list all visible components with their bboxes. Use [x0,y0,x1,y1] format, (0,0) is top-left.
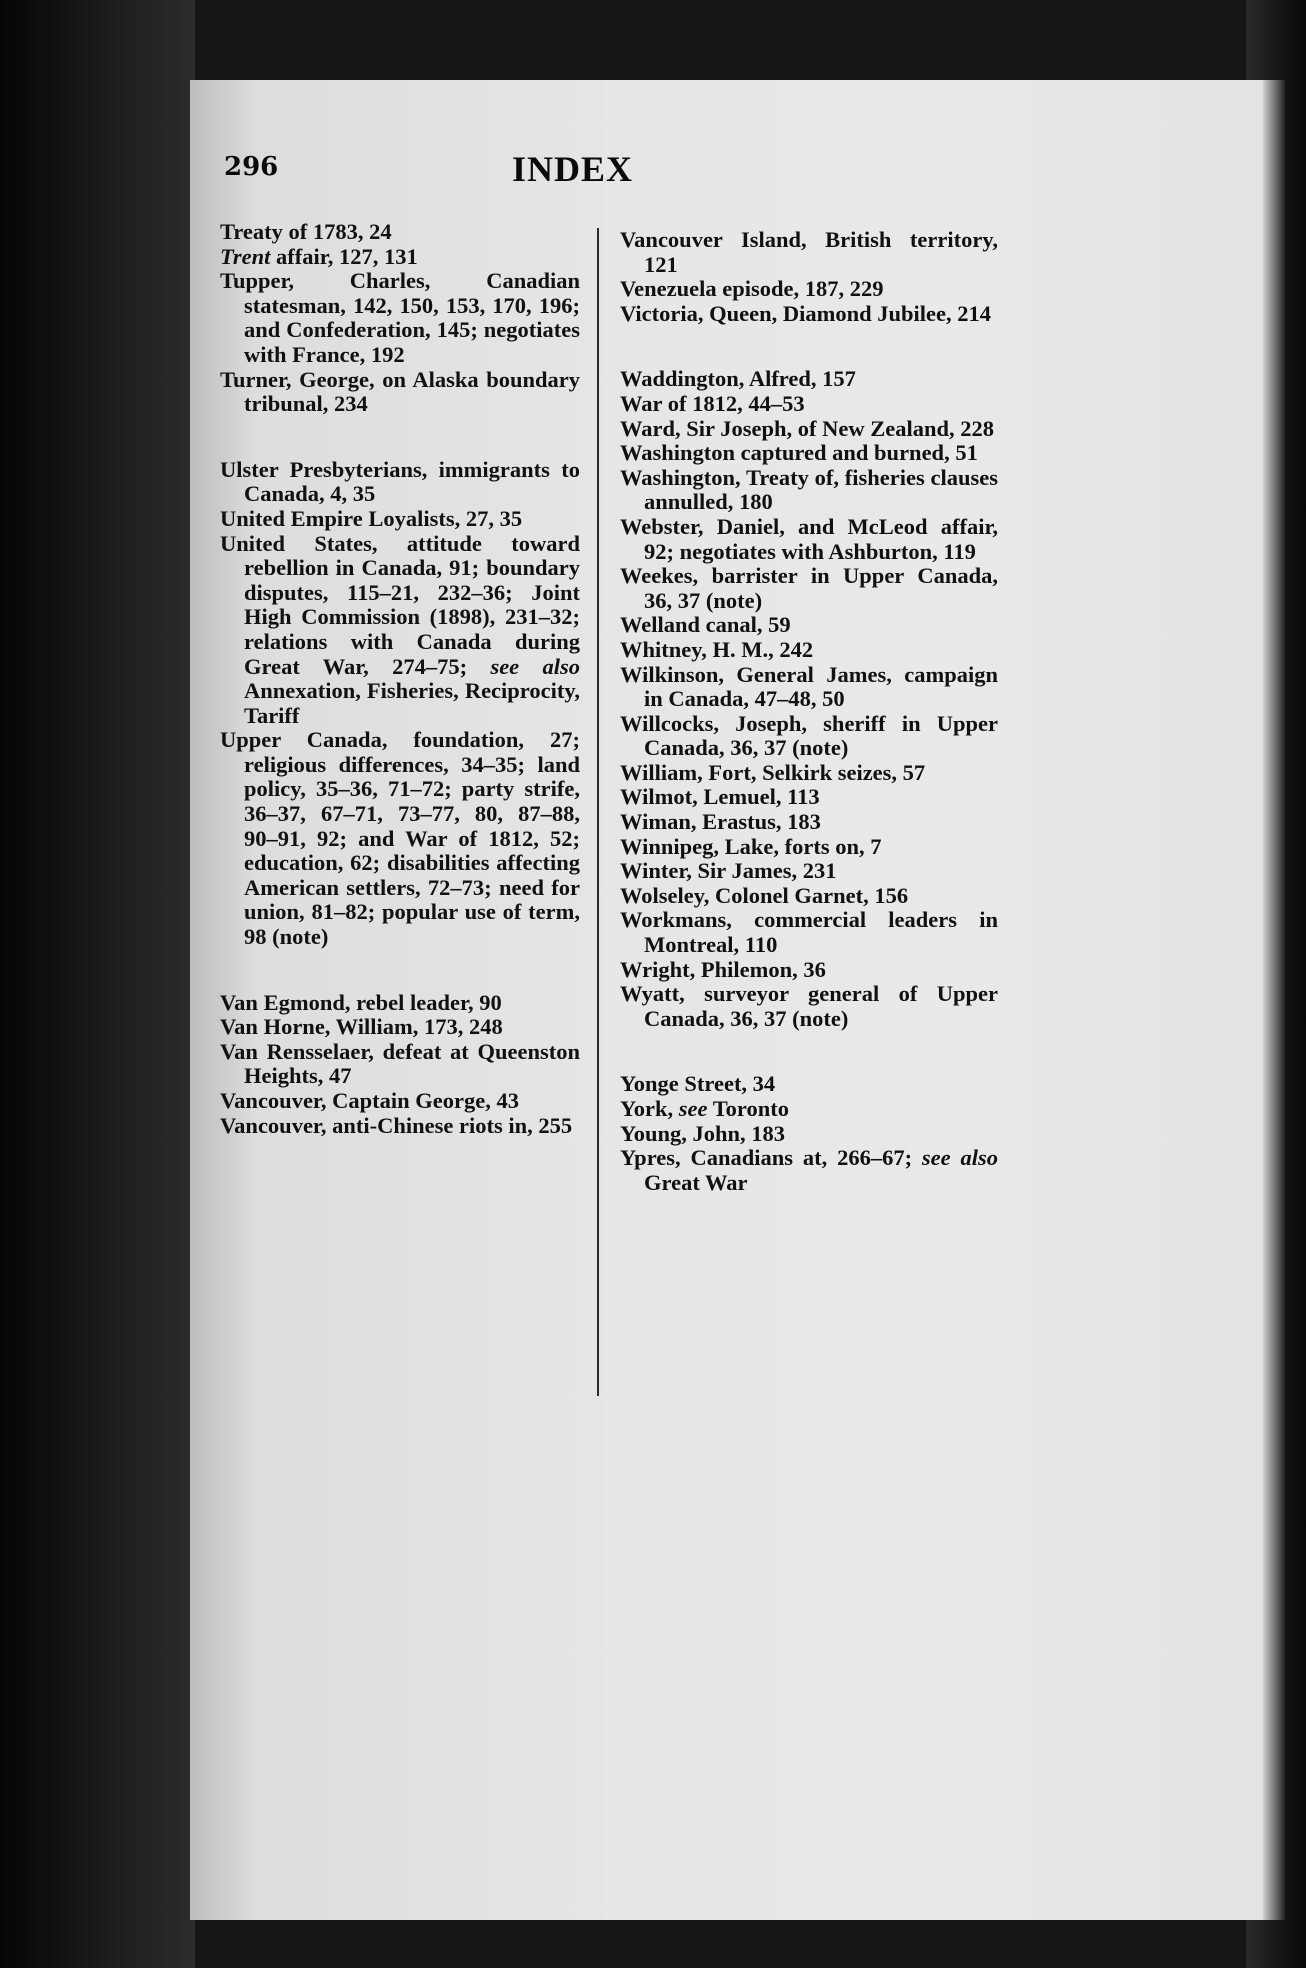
entry-text: Wilmot, Lemuel, 113 [620,784,820,810]
entry-text: Upper Canada, foundation, 27; religious differences, 34–35; land policy, 35–36, 71–72; party strife, 36–37, 67–71, 73–77, 80, 87–88, 90–91, 92; and War of 1812, 52; education, 62; disabilities affecting American settlers, 72–73; need for union, 81–82; popular use of term, 98 (note) [220,727,580,950]
entry-text: Toronto [707,1096,789,1121]
index-entry [220,1114,580,1139]
entry-text: Wiman, Erastus, 183 [620,809,821,835]
entry-text: Whitney, H. M., 242 [620,636,814,662]
index-letter-gap [620,1031,998,1072]
index-entry [620,466,998,515]
index-entry [620,712,998,761]
left-binding-shadow [0,0,195,1968]
entry-text: Van Rensselaer, defeat at Queenston Heights, 47 [220,1038,580,1089]
entry-text: Workmans, commercial leaders in Montreal, 110 [620,907,998,958]
index-entry [620,1146,998,1195]
entry-text: Vancouver, Captain George, 43 [220,1088,519,1113]
index-entry [620,228,998,277]
entry-italic: see [678,1096,708,1121]
running-head: INDEX [512,149,634,189]
entry-text: Welland canal, 59 [620,612,791,638]
index-entry [620,277,998,302]
entry-italic: see also [921,1145,998,1171]
index-entry [620,810,998,835]
index-entry [220,245,580,270]
entry-text: Wright, Philemon, 36 [620,956,826,982]
entry-text: affair, 127, 131 [270,243,418,269]
index-letter-gap [220,417,580,458]
index-entry [620,1122,998,1147]
index-entry [620,982,998,1031]
index-entry [620,392,998,417]
index-entry [620,958,998,983]
index-entry [220,368,580,417]
entry-text: Turner, George, on Alaska boundary tribunal, 234 [220,366,580,417]
entry-text: York, [620,1096,679,1121]
index-entry [220,1015,580,1040]
entry-text: Ward, Sir Joseph, of New Zealand, 228 [620,415,994,441]
index-entry [220,458,580,507]
entry-text: Willcocks, Joseph, sheriff in Upper Canada, 36, 37 (note) [620,710,998,761]
index-entry [620,835,998,860]
index-entry [620,367,998,392]
entry-italic: see also [490,653,580,679]
index-entry [620,884,998,909]
entry-text: Waddington, Alfred, 157 [620,366,856,392]
index-entry [620,1097,998,1122]
entry-text: Wilkinson, General James, campaign in Canada, 47–48, 50 [620,661,998,712]
entry-text: Van Horne, William, 173, 248 [220,1014,503,1040]
entry-text: Venezuela episode, 187, 229 [620,276,884,302]
index-entry [220,1089,580,1114]
index-entry [220,269,580,367]
entry-italic: Trent [220,243,271,269]
index-entry [620,859,998,884]
entry-text: War of 1812, 44–53 [620,390,805,416]
entry-text: Webster, Daniel, and McLeod affair, 92; negotiates with Ashburton, 119 [620,513,998,564]
index-column-left [220,220,580,1138]
index-entry [220,1040,580,1089]
entry-text: Yonge Street, 34 [620,1071,776,1097]
entry-text: Treaty of 1783, 24 [220,219,392,244]
entry-text: Annexation, Fisheries, Reciprocity, Tariff [244,678,580,728]
index-entry [620,417,998,442]
entry-text: United Empire Loyalists, 27, 35 [220,505,523,531]
entry-text: Tupper, Charles, Canadian statesman, 142, 150, 153, 170, 196; and Confederation, 145; negotiates with France, 192 [220,268,580,367]
entry-text: Ulster Presbyterians, immigrants to Canada, 4, 35 [220,456,580,507]
page-gutter [1263,80,1285,1920]
entry-text: Winter, Sir James, 231 [620,858,837,884]
entry-text: United States, attitude toward rebellion in Canada, 91; boundary disputes, 115–21, 232–36; Joint High Commission (1898), 231–32; relations with Canada during Great War, 274–75; [220,530,580,679]
entry-text: Victoria, Queen, Diamond Jubilee, 214 [620,300,992,326]
index-entry [620,761,998,786]
entry-text: Young, John, 183 [620,1120,786,1146]
index-entry [620,785,998,810]
entry-text: Vancouver, anti-Chinese riots in, 255 [220,1112,573,1138]
index-entry [620,1072,998,1097]
index-entry [220,728,580,949]
index-entry [620,302,998,327]
entry-text: William, Fort, Selkirk seizes, 57 [620,759,926,785]
entry-text: Washington, Treaty of, fisheries clauses annulled, 180 [620,464,998,515]
entry-text: Washington captured and burned, 51 [620,440,978,466]
page-number: 296 [224,152,279,182]
entry-text: Winnipeg, Lake, forts on, 7 [620,833,882,859]
index-entry [220,220,580,245]
index-letter-gap [220,950,580,991]
entry-text: Wyatt, surveyor general of Upper Canada, 36, 37 (note) [620,981,998,1031]
index-entry [620,515,998,564]
index-entry [220,991,580,1016]
entry-text: Ypres, Canadians at, 266–67; [620,1145,922,1171]
column-divider [597,228,599,1396]
index-entry [220,532,580,729]
index-entry [620,908,998,957]
index-entry [620,638,998,663]
entry-text: Vancouver Island, British territory, 121 [620,227,998,277]
index-entry [620,564,998,613]
index-letter-gap [620,326,998,367]
index-entry [220,507,580,532]
entry-text: Van Egmond, rebel leader, 90 [220,989,502,1015]
index-entry [620,613,998,638]
entry-text: Great War [644,1169,748,1195]
index-entry [620,441,998,466]
index-column-right [620,228,998,1195]
entry-text: Wolseley, Colonel Garnet, 156 [620,882,909,908]
index-entry [620,663,998,712]
entry-text: Weekes, barrister in Upper Canada, 36, 37 (note) [620,563,998,613]
